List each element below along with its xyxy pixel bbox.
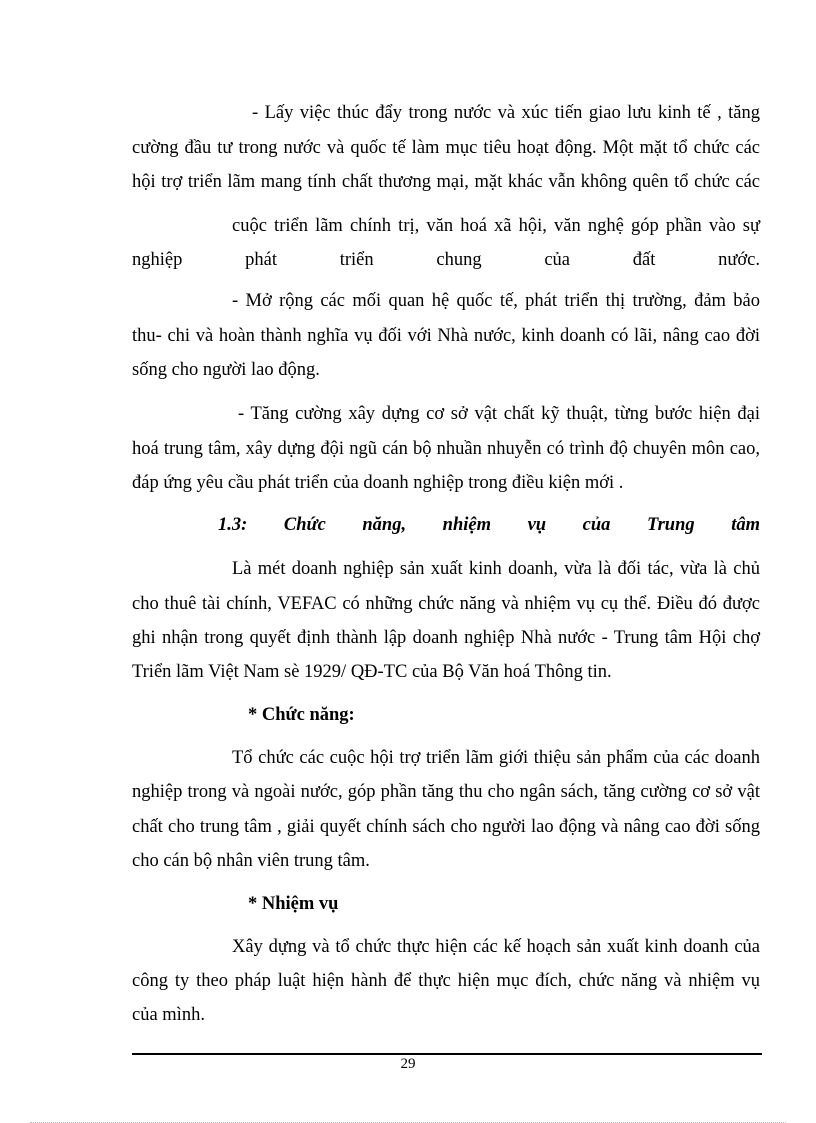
- paragraph-line: Là mét doanh nghiệp sản xuất kinh doanh, vừa là đối tác, vừa là chủ: [232, 559, 760, 579]
- paragraph-line: hoá trung tâm, xây dựng đội ngũ cán bộ nhuần nhuyễn có trình độ chuyên môn cao,: [132, 439, 760, 459]
- subheading-nhiem-vu: * Nhiệm vụ: [248, 894, 339, 914]
- paragraph-line: sống cho người lao động.: [132, 360, 320, 380]
- paragraph-line: Xây dựng và tổ chức thực hiện các kế hoạch sản xuất kinh doanh của: [232, 937, 760, 957]
- paragraph-line: hội trợ triển lãm mang tính chất thương mại, mặt khác vẫn không quên tổ chức các: [132, 172, 760, 192]
- paragraph-line: - Tăng cường xây dựng cơ sở vật chất kỹ thuật, từng bước hiện đại: [238, 404, 760, 424]
- paragraph-line: Tổ chức các cuộc hội trợ triển lãm giới thiệu sản phẩm của các doanh: [232, 748, 760, 768]
- paragraph-line: cuộc triển lãm chính trị, văn hoá xã hội, văn nghệ góp phần vào sự: [232, 216, 760, 236]
- section-heading: 1.3: Chức năng, nhiệm vụ của Trung tâm: [218, 515, 760, 535]
- paragraph-line: cho cán bộ nhân viên trung tâm.: [132, 851, 370, 871]
- paragraph-line: của mình.: [132, 1005, 205, 1025]
- paragraph-line: nghiệp trong và ngoài nước, góp phần tăng thu cho ngân sách, tăng cường cơ sở vật: [132, 782, 760, 802]
- paragraph-line: công ty theo pháp luật hiện hành để thực hiện mục đích, chức năng và nhiệm vụ: [132, 971, 760, 991]
- paragraph-line: đáp ứng yêu cầu phát triển của doanh nghiệp trong điều kiện mới .: [132, 473, 624, 493]
- page-number: 29: [400, 1056, 416, 1072]
- paragraph-line: thu- chi và hoàn thành nghĩa vụ đối với Nhà nước, kinh doanh có lãi, nâng cao đời: [132, 326, 760, 346]
- subheading-chuc-nang: * Chức năng:: [248, 705, 355, 725]
- paragraph-line: cường đầu tư trong nước và quốc tế làm mục tiêu hoạt động. Một mặt tổ chức các: [132, 138, 760, 158]
- paragraph-line: chất cho trung tâm , giải quyết chính sách cho người lao động và nâng cao đời sống: [132, 817, 760, 837]
- paragraph-line: Triển lãm Việt Nam sè 1929/ QĐ-TC của Bộ Văn hoá Thông tin.: [132, 662, 612, 682]
- paragraph-line: - Mở rộng các mối quan hệ quốc tế, phát triển thị trường, đảm bảo: [232, 291, 760, 311]
- paragraph-line: ghi nhận trong quyết định thành lập doanh nghiệp Nhà nước - Trung tâm Hội chợ: [132, 628, 760, 648]
- paragraph-line: cho thuê tài chính, VEFAC có những chức năng và nhiệm vụ cụ thể. Điều đó được: [132, 594, 760, 614]
- paragraph-line: - Lấy việc thúc đẩy trong nước và xúc tiến giao lưu kinh tế , tăng: [252, 103, 760, 123]
- paragraph-line: nghiệp phát triển chung của đất nước.: [132, 250, 760, 270]
